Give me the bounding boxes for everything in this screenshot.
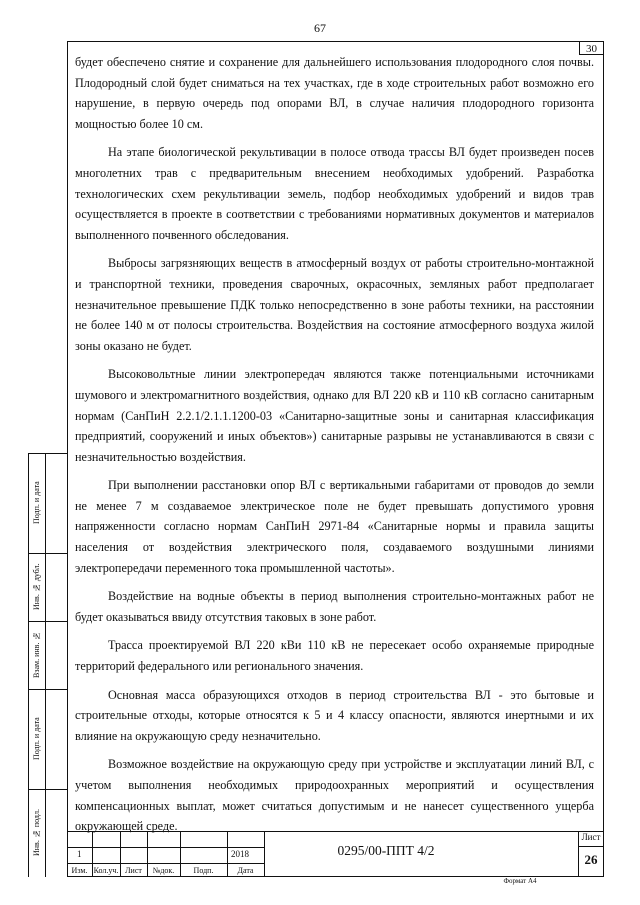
document-body — [75, 52, 594, 845]
paragraph: будет обеспечено снятие и сохранение для дальнейшего использования плодородного слоя почвы. Плодородный слой будет сниматься на тех участках, где в ходе строительных работ возможно его нарушение, в первую очередь под опорами ВЛ, в случае наличия плодородного горизонта мощностью более 10 см. — [75, 55, 594, 131]
stamp-caption: Изм. — [71, 866, 88, 875]
stamp-caption: №док. — [152, 866, 175, 875]
side-label: Инв. № дубл. — [32, 563, 41, 611]
paragraph: На этапе биологической рекультивации в полосе отвода трассы ВЛ будет произведен посев многолетних трав с предварительным внесением необходимых удобрений. Разработка технологических схем рекультивации земель, подбор необходимых удобрений и видов трав осуществляется в проекте в соответствии с требованиями нормативных документов и материалов выполненного почвенного обследования. — [75, 145, 594, 242]
paragraph: Воздействие на водные объекты в период выполнения строительно-монтажных работ не будет оказываться ввиду отсутствия таковых в зоне работ. — [75, 589, 594, 624]
paragraph: Выбросы загрязняющих веществ в атмосферный воздух от работы строительно-монтажной и транспортной техники, проведения сварочных, окрасочных, земляных работ предполагает незначительное превышение ПДК только непосредственно в зоне работы техники, на расстоянии не более 140 м от полосы строительства. Воздействия на состояние атмосферного воздуха жилой зоны оказано не будет. — [75, 256, 594, 353]
stamp-caption: Кол.уч. — [93, 866, 119, 875]
paragraph: Трасса проектируемой ВЛ 220 кВи 110 кВ не пересекает особо охраняемые природные территорий федерального или регионального значения. — [75, 638, 594, 674]
sheet-number: 26 — [584, 852, 598, 867]
side-label: Инв. № подл. — [32, 809, 41, 857]
sheet-label: Лист — [581, 832, 601, 842]
paragraph: Возможное воздействие на окружающую среду при устройстве и эксплуатации линий ВЛ, с учетом выполнения необходимых природоохранных мероприятий и осуществления компенсационных выплат, может считаться допустимым и не нанесет существенного ущерба окружающей среде. — [75, 757, 594, 834]
stamp-caption: Подп. — [193, 866, 214, 875]
side-stamp — [28, 453, 67, 877]
paragraph: Основная масса образующихся отходов в период строительства ВЛ - это бытовые и строительные отходы, которые относятся к 5 и 4 классу опасности, являются инертными и их влияние на окружающую среду незначительно. — [75, 687, 594, 743]
paragraph: При выполнении расстановки опор ВЛ с вертикальными габаритами от проводов до земли не менее 7 м создаваемое электрическое поле не будет превышать допустимого уровня напряженности согласно нормам СанПиН 2971-84 «Санитарные нормы и правила защиты населения от воздействия электрического поля, создаваемого воздушными линиями электропередачи переменного тока промышленной частоты». — [75, 478, 594, 575]
stamp-caption: Дата — [237, 866, 254, 875]
document-code: 0295/00-ППТ 4/2 — [337, 843, 435, 858]
change-number: 1 — [77, 849, 82, 859]
side-label: Взам. инв. № — [32, 631, 41, 679]
side-label: Подп. и дата — [32, 481, 41, 525]
page-number: 67 — [314, 21, 326, 35]
stamp-year: 2018 — [231, 849, 249, 859]
side-label: Подп. и дата — [32, 717, 41, 761]
format-label: Формат А4 — [503, 877, 537, 885]
paragraph: Высоковольтные линии электропередач являются также потенциальными источниками шумового и электромагнитного воздействия, однако для ВЛ 220 кВ и 110 кВ согласно санитарным нормам (СанПиН 2.2.1/2.1.1.1200-03 «Санитарно-защитные зоны и санитарная классификация предприятий, сооружений и иных объектов») санитарные разрывы не устанавливаются в связи с незначительностью воздействия. — [75, 367, 594, 464]
corner-sheet-number: 30 — [579, 41, 604, 55]
stamp-caption: Лист — [125, 866, 142, 875]
